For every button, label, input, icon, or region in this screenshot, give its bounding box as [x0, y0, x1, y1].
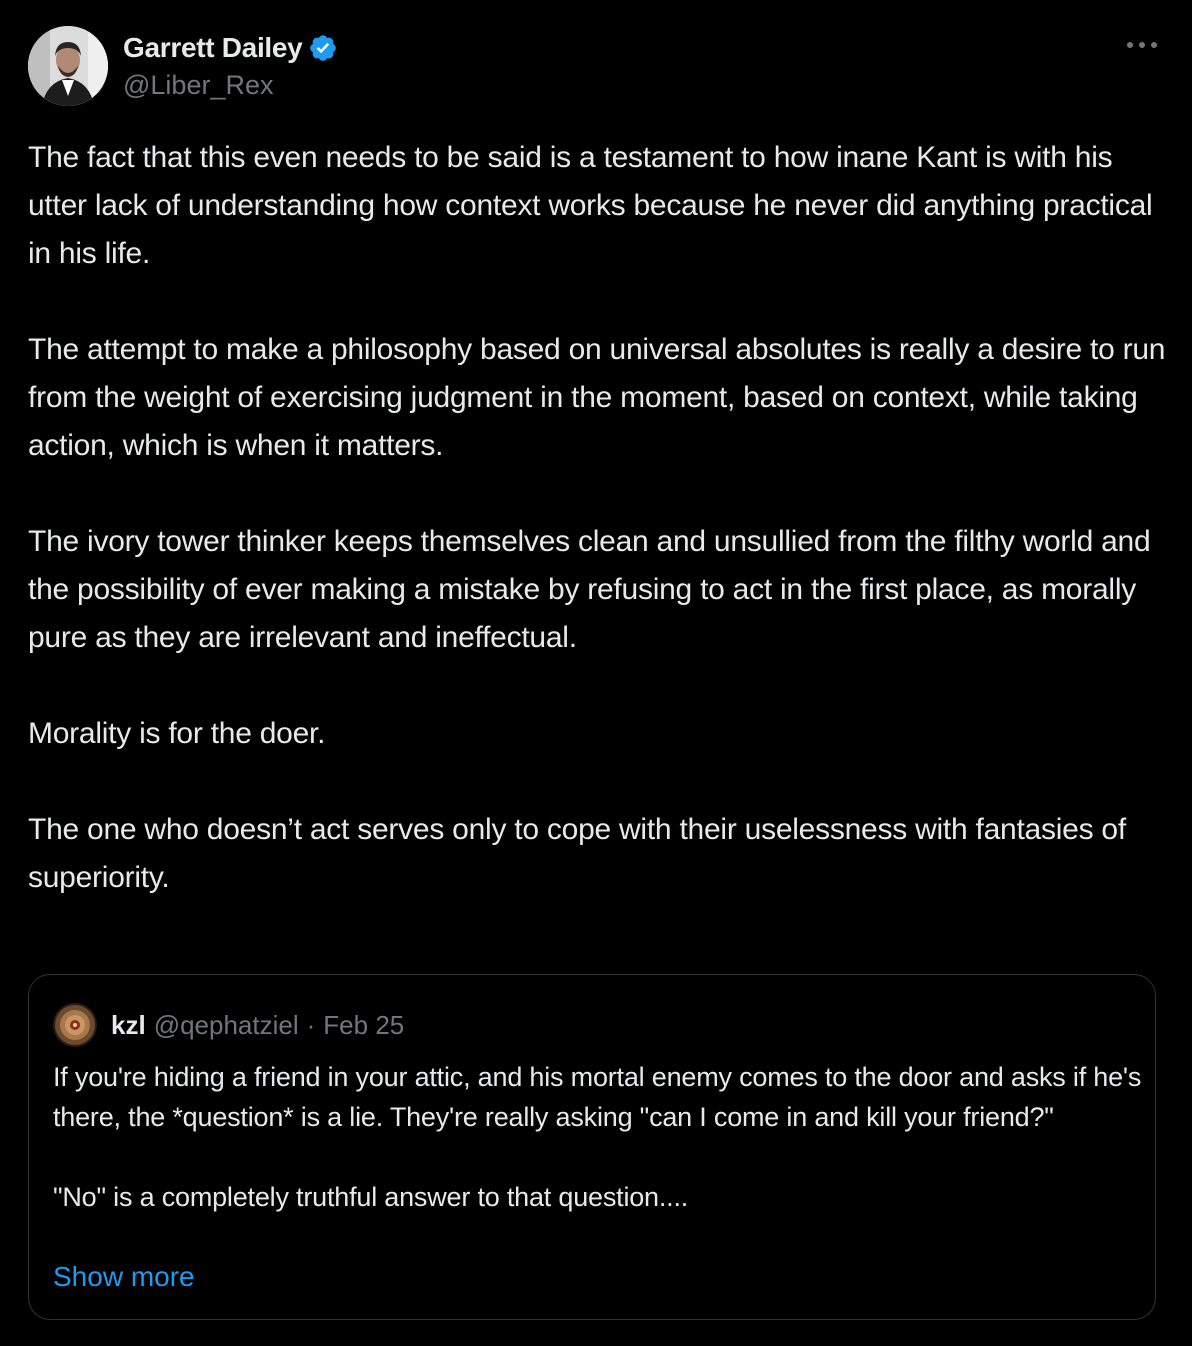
quoted-paragraph: "No" is a completely truthful answer to that question....: [53, 1182, 689, 1212]
quoted-author-name[interactable]: kzl: [111, 1009, 146, 1040]
quoted-tweet-text: [53, 1057, 1143, 1217]
tweet-paragraph: The attempt to make a philosophy based on universal absolutes is really a desire to run from the weight of exercising judgment in the moment, based on context, while taking action, which is when it matters.: [28, 333, 1174, 462]
verified-badge-icon: [308, 33, 338, 63]
author-avatar[interactable]: [28, 26, 108, 106]
tweet-paragraph: The one who doesn’t act serves only to cope with their uselessness with fantasies of superiority.: [28, 813, 1135, 894]
quoted-author-handle[interactable]: @qephatziel: [153, 1009, 299, 1040]
tweet-text: [28, 134, 1174, 902]
author-display-name[interactable]: Garrett Dailey: [123, 32, 303, 63]
show-more-link[interactable]: Show more: [53, 1261, 195, 1292]
separator-dot: ·: [306, 1009, 316, 1040]
more-options-button[interactable]: [1122, 30, 1162, 60]
author-handle[interactable]: @Liber_Rex: [123, 70, 274, 100]
quoted-tweet-card[interactable]: [28, 974, 1156, 1320]
author-name-row: [123, 28, 338, 68]
quoted-paragraph: If you're hiding a friend in your attic, and his mortal enemy comes to the door and asks if he's there, the *question* is a lie. They're really asking "can I come in and kill your friend?": [53, 1062, 1142, 1132]
tweet-paragraph: The fact that this even needs to be said is a testament to how inane Kant is with his utter lack of understanding how context works because he never did anything practical in his life.: [28, 141, 1161, 270]
quoted-author-avatar[interactable]: [53, 1003, 97, 1047]
tweet-paragraph: Morality is for the doer.: [28, 717, 326, 750]
tweet-paragraph: The ivory tower thinker keeps themselves clean and unsullied from the filthy world and the possibility of ever making a mistake by refusing to act in the first place, as morally pure as they are irrelevant and ineffectual.: [28, 525, 1159, 654]
more-options-icon: [1126, 41, 1158, 49]
quoted-tweet-date[interactable]: Feb 25: [323, 1009, 405, 1040]
quoted-tweet-header: [53, 1005, 404, 1045]
